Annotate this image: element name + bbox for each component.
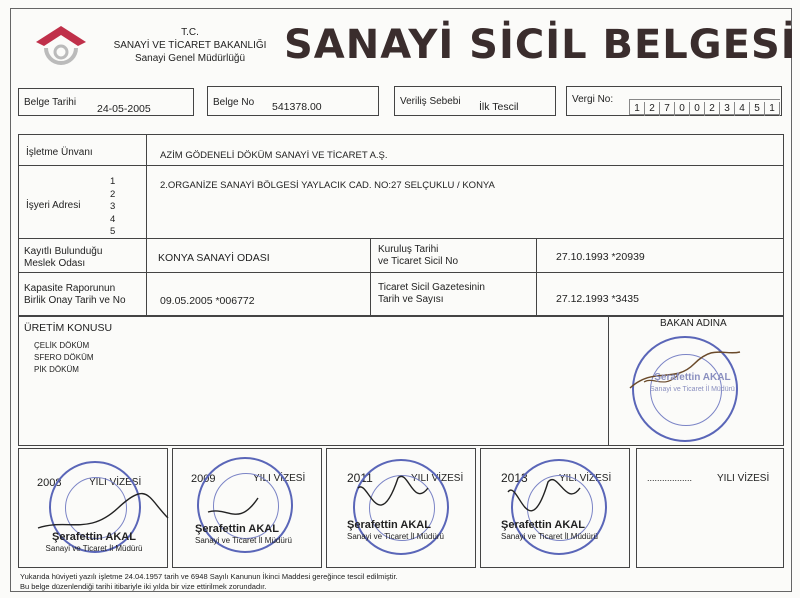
kurulus-value: 27.10.1993 *20939	[556, 251, 645, 263]
vize-signer-name: Şerafettin AKAL	[347, 519, 431, 531]
vize-signer-name: Şerafettin AKAL	[52, 531, 136, 543]
verilis-value: İlk Tescil	[479, 101, 519, 113]
uretim-item: ÇELİK DÖKÜM	[34, 341, 90, 350]
verilis-box	[394, 86, 556, 116]
belge-no-value: 541378.00	[272, 101, 322, 113]
vize-signer-title: Sanayi ve Ticaret İl Müdürü	[45, 544, 143, 553]
vergi-digit: 1	[765, 102, 780, 116]
bakan-signer-title: Sanayi ve Ticaret İl Müdürü	[650, 386, 735, 393]
gazete-value: 27.12.1993 *3435	[556, 293, 639, 305]
kapasite-label-1: Kapasite Raporunun	[24, 283, 116, 294]
verilis-label: Veriliş Sebebi	[400, 96, 461, 107]
belge-no-label: Belge No	[213, 97, 255, 108]
vergi-digit: 5	[750, 102, 765, 116]
vize-signer-name: Şerafettin AKAL	[195, 523, 279, 535]
belge-tarihi-label: Belge Tarihi	[24, 97, 77, 108]
kapasite-value: 09.05.2005 *006772	[160, 295, 255, 307]
unvan-value: AZİM GÖDENELİ DÖKÜM SANAYİ VE TİCARET A.Ş.	[160, 150, 388, 161]
adres-numbers	[110, 176, 115, 239]
vergi-digit: 3	[720, 102, 735, 116]
vergi-digit: 1	[630, 102, 645, 116]
bakan-adina-label: BAKAN ADINA	[660, 318, 727, 329]
uretim-label: ÜRETİM KONUSU	[24, 322, 113, 334]
footer-note-1: Yukarıda hüviyeti yazılı işletme 24.04.1957 tarih ve 6948 Sayılı Kanunun İkinci Maddesi gereğince tescil edilmiştir.	[20, 572, 398, 581]
ministry-logo-icon	[26, 20, 96, 76]
vize-year: 2013	[501, 471, 528, 485]
vergi-label: Vergi No:	[572, 94, 614, 105]
ministry-name: SANAYİ VE TİCARET BAKANLIĞI	[113, 40, 267, 51]
vize-year: 2011	[347, 471, 373, 485]
gazete-label-1: Ticaret Sicil Gazetesinin	[378, 282, 485, 293]
belge-tarihi-box	[18, 88, 194, 116]
meslek-label-1: Kayıtlı Bulunduğu	[24, 246, 103, 257]
adres-num: 4	[110, 213, 116, 225]
vize-label: YILI VİZESİ	[411, 473, 464, 484]
adres-label: İşyeri Adresi	[26, 200, 81, 211]
vize-year: 2008	[37, 477, 62, 489]
ministry-tc: T.C.	[181, 27, 199, 38]
adres-value: 2.ORGANİZE SANAYİ BÖLGESİ YAYLACIK CAD. NO:27 SELÇUKLU / KONYA	[160, 180, 495, 191]
meslek-label-2: Meslek Odası	[24, 258, 86, 269]
vize-label: YILI VİZESİ	[89, 477, 142, 488]
vize-signer-title: Sanayi ve Ticaret İl Müdürü	[501, 532, 598, 541]
uretim-item: SFERO DÖKÜM	[34, 353, 94, 362]
meslek-value: KONYA SANAYİ ODASI	[158, 252, 270, 264]
document-title: SANAYİ SİCİL BELGESİ	[284, 22, 797, 68]
vize-box-5	[636, 448, 784, 568]
vize-signer-title: Sanayi ve Ticaret İl Müdürü	[347, 532, 444, 541]
vergi-digit: 2	[705, 102, 720, 116]
vize-label: YILI VİZESİ	[559, 473, 612, 484]
footer-note-2: Bu belge düzenlendiği tarihi itibariyle iki yılda bir vize ettirilmek zorundadır.	[20, 582, 267, 591]
vize-signatures-icon	[18, 448, 638, 568]
kapasite-label-2: Birlik Onay Tarih ve No	[24, 295, 126, 306]
vize-label: YILI VİZESİ	[253, 473, 306, 484]
vergi-digit: 2	[645, 102, 660, 116]
belge-no-box	[207, 86, 379, 116]
belge-tarihi-value: 24-05-2005	[97, 103, 151, 115]
ministry-department: Sanayi Genel Müdürlüğü	[134, 53, 246, 64]
vize-signer-name: Şerafettin AKAL	[501, 519, 585, 531]
adres-num: 1	[110, 176, 116, 187]
adres-num: 5	[110, 226, 116, 237]
vergi-digits	[629, 99, 780, 115]
vergi-digit: 7	[660, 102, 675, 116]
vize-signer-title: Sanayi ve Ticaret İl Müdürü	[195, 536, 292, 545]
adres-num: 2	[110, 188, 116, 200]
vize-year: ..................	[647, 473, 693, 483]
vergi-digit: 4	[735, 102, 750, 116]
uretim-item: PİK DÖKÜM	[34, 365, 79, 374]
vize-label: YILI VİZESİ	[717, 473, 770, 484]
unvan-label: İşletme Ünvanı	[26, 147, 93, 158]
vergi-box	[566, 86, 782, 116]
uretim-list	[34, 340, 94, 376]
bakan-signer-name: Şerafettin AKAL	[654, 372, 731, 383]
vergi-digit: 0	[690, 102, 705, 116]
adres-num: 3	[110, 201, 116, 212]
vergi-digit: 0	[675, 102, 690, 116]
gazete-label-2: Tarih ve Sayısı	[378, 294, 444, 305]
kurulus-label-2: ve Ticaret Sicil No	[378, 256, 459, 267]
kurulus-label-1: Kuruluş Tarihi	[378, 244, 439, 255]
vize-year: 2009	[191, 473, 216, 485]
